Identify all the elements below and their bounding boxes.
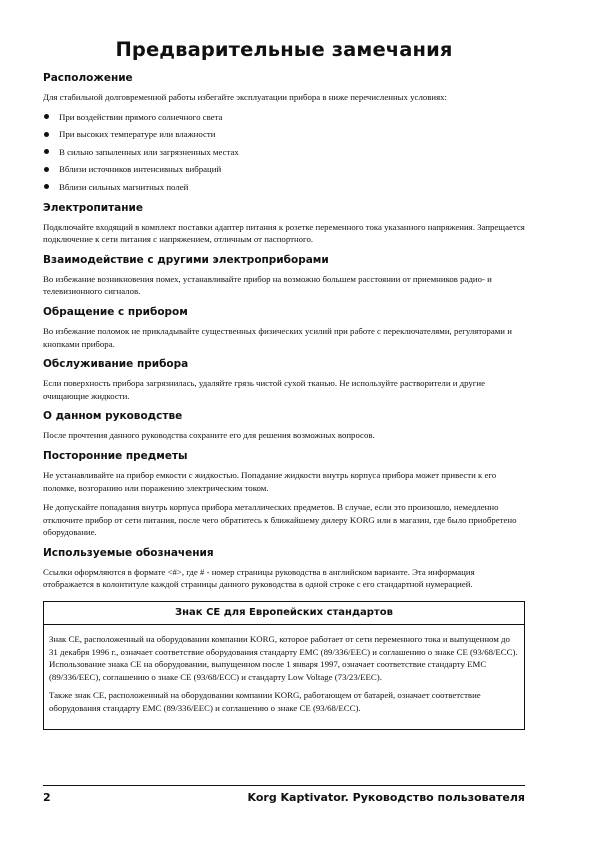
list-item: В сильно запыленных или загрязненных местах xyxy=(43,146,525,159)
section-heading-interference: Взаимодействие с другими электроприборами xyxy=(43,253,329,266)
section-heading-care: Обслуживание прибора xyxy=(43,358,189,371)
section-heading-notation: Используемые обозначения xyxy=(43,546,214,559)
bullet-icon xyxy=(44,132,49,137)
ce-box-heading: Знак CE для Европейских стандартов xyxy=(44,602,524,625)
bullet-icon xyxy=(44,149,49,154)
location-list xyxy=(43,111,525,194)
bullet-icon xyxy=(44,167,49,172)
footer-title: Korg Kaptivator. Руководство пользователя xyxy=(247,791,525,804)
list-item: При высоких температуре или влажности xyxy=(43,128,525,141)
list-item: При воздействии прямого солнечного света xyxy=(43,111,525,124)
ce-box-text-1: Знак CE, расположенный на оборудовании компании KORG, которое работает от сети переменного тока и выпущенном до 31 декабря 1996 г., означает соответствие оборудования стандарту EMC (89/336/EEC) и соглашению о знаке CE (93/68/ECC). Использование знака CE на оборудовании, выпущенном после 1 января 1997, означает соответствие стандарту EMC (89/336/EEC), соглашению о знаке CE (93/68/ECC) и стандарту Low Voltage (73/23/EEC). xyxy=(49,634,518,682)
location-intro: Для стабильной долговременной работы избегайте эксплуатации прибора в ниже перечисленных условиях: xyxy=(43,92,447,102)
interference-text: Во избежание возникновения помех, устанавливайте прибор на возможно большем расстоянии от приемников радио- и телевизионного сигналов. xyxy=(43,273,492,297)
foreign-text-2: Не допускайте попадания внутрь корпуса прибора металлических предметов. В случае, если это произошло, немедленно отключите прибор от сети питания, после чего обратитесь к ближайшему дилеру KORG или в магазин, где было приобретено оборудование. xyxy=(43,502,517,538)
section-heading-foreign: Посторонние предметы xyxy=(43,449,188,462)
handling-text: Во избежание поломок не прикладывайте существенных физических усилий при работе с переключателями, регуляторами и кнопками прибора. xyxy=(43,325,512,349)
section-heading-power: Электропитание xyxy=(43,201,143,214)
section-heading-manual: О данном руководстве xyxy=(43,410,183,423)
bullet-icon xyxy=(44,184,49,189)
care-text: Если поверхность прибора загрязнилась, удаляйте грязь чистой сухой тканью. Не используйте растворители и другие очищающие жидкости. xyxy=(43,378,486,401)
page-body xyxy=(43,36,525,730)
section-heading-location: Расположение xyxy=(43,72,133,84)
bullet-icon xyxy=(44,114,49,119)
power-text: Подключайте входящий в комплект поставки адаптер питания к розетке переменного тока указанного напряжения. Запрещается подключение к сети питания с напряжением, отличным от паспортного. xyxy=(43,221,525,245)
list-item: Вблизи сильных магнитных полей xyxy=(43,181,525,194)
ce-notice-box xyxy=(43,601,525,730)
footer-divider xyxy=(43,785,525,786)
page-title: Предварительные замечания xyxy=(115,38,453,61)
manual-text: После прочтения данного руководства сохраните его для решения возможных вопросов. xyxy=(43,430,375,441)
list-item: Вблизи источников интенсивных вибраций xyxy=(43,163,525,176)
page-number: 2 xyxy=(43,791,51,804)
foreign-text-1: Не устанавливайте на прибор емкости с жидкостью. Попадание жидкости внутрь корпуса прибора может привести к его поломке, возгоранию или поражению электрическим током. xyxy=(43,469,497,493)
section-heading-handling: Обращение с прибором xyxy=(43,305,188,318)
notation-text: Ссылки оформляются в формате <#>, где # - номер страницы руководства в английском варианте. Эта информация отображается в колонтитуле каждой страницы данного руководства в одной строке с его стандартной нумерацией. xyxy=(43,566,475,590)
ce-box-text-2: Также знак CE, расположенный на оборудовании компании KORG, работающем от батарей, означает соответствие оборудования стандарту EMC (89/336/EEC) и соглашению о знаке CE (93/68/ECC). xyxy=(49,690,481,714)
